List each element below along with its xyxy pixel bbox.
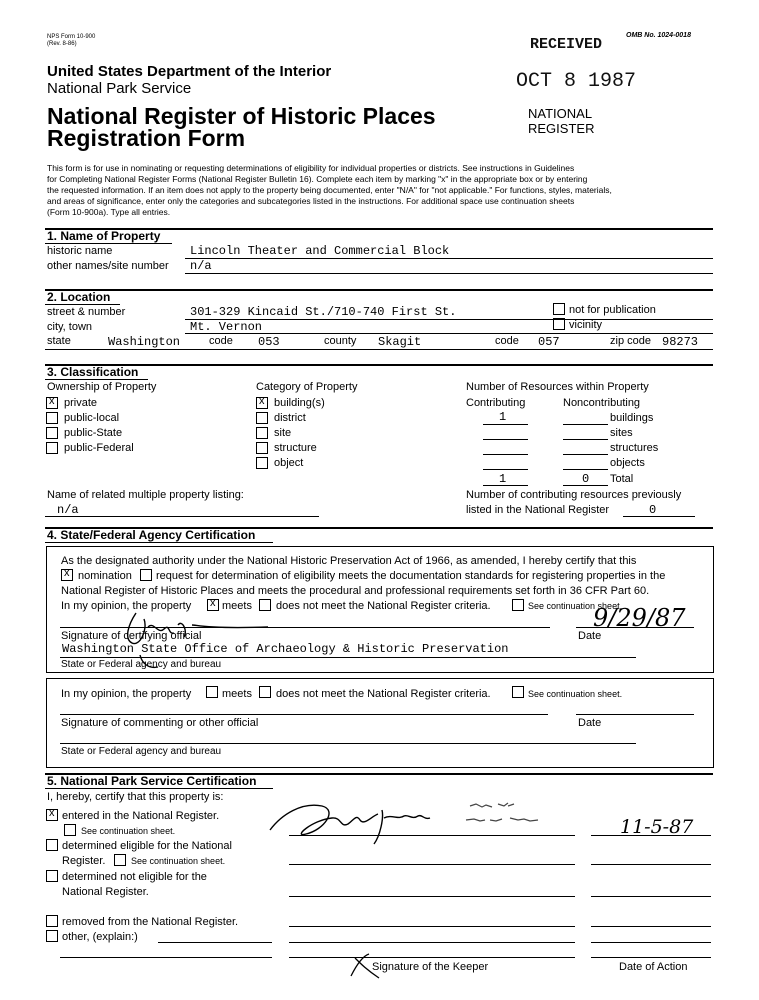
- not-for-publication-checkbox[interactable]: [553, 303, 565, 315]
- previously-listed-label: Number of contributing resources previously: [466, 489, 682, 501]
- category-option: building(s): [274, 397, 325, 409]
- resource-type: objects: [610, 457, 645, 469]
- continuation-checkbox[interactable]: [512, 599, 524, 611]
- resources-title: Number of Resources within Property: [466, 381, 649, 393]
- multiple-listing-label: Name of related multiple property listing:: [47, 489, 244, 501]
- count-underline: [563, 469, 608, 470]
- field-underline: [45, 516, 319, 517]
- count-underline: [483, 424, 528, 425]
- determined-not-eligible-checkbox[interactable]: [46, 870, 58, 882]
- county-value[interactable]: Skagit: [378, 335, 422, 349]
- meets2-label: meets: [222, 688, 252, 700]
- continuation2-checkbox[interactable]: [512, 686, 524, 698]
- county-label: county: [324, 335, 357, 347]
- not-for-publication-label: not for publication: [569, 304, 656, 316]
- form-title-line2: Registration Form: [47, 125, 246, 151]
- other-names-label: other names/site number: [47, 260, 169, 272]
- determined-not-eligible-label2: National Register.: [62, 886, 149, 898]
- divider: [45, 788, 273, 789]
- determined-not-eligible-label: determined not eligible for the: [62, 871, 207, 883]
- field-underline: [623, 516, 695, 517]
- ownership-option: public-local: [64, 412, 120, 424]
- determined-eligible-checkbox[interactable]: [46, 839, 58, 851]
- agency2-label: State or Federal agency and bureau: [61, 746, 222, 757]
- determined-eligible-label2: Register.: [62, 855, 106, 867]
- agency-line: [60, 657, 636, 658]
- section2-heading: 2. Location: [47, 290, 111, 304]
- public-state-checkbox[interactable]: [46, 427, 58, 439]
- date-label: Date: [578, 630, 602, 642]
- count-underline: [563, 424, 608, 425]
- private-checkbox[interactable]: [46, 397, 58, 409]
- city-value[interactable]: Mt. Vernon: [190, 320, 263, 334]
- nps-intro: I, hereby, certify that this property is:: [47, 791, 224, 803]
- ownership-option: public-State: [64, 427, 123, 439]
- keeper-line: [289, 896, 575, 897]
- multiple-listing-value[interactable]: n/a: [57, 503, 79, 517]
- keeper-line: [289, 942, 575, 943]
- agency2-line: [60, 743, 636, 744]
- cert-para-line1: As the designated authority under the National Historic Preservation Act of 1966, as amended, I hereby certify that this: [61, 555, 637, 567]
- divider: [45, 243, 172, 244]
- request-checkbox[interactable]: [140, 569, 152, 581]
- date2-label: Date: [578, 717, 602, 729]
- comment-sig-label: Signature of commenting or other official: [61, 717, 259, 729]
- category-option: site: [274, 427, 292, 439]
- divider: [45, 289, 713, 291]
- keeper-label: Signature of the Keeper: [372, 961, 489, 973]
- vicinity-checkbox[interactable]: [553, 318, 565, 330]
- historic-name-value[interactable]: Lincoln Theater and Commercial Block: [190, 244, 450, 258]
- form-revision: (Rev. 8-86): [47, 41, 77, 47]
- state-label: state: [47, 335, 71, 347]
- category-option: object: [274, 457, 304, 469]
- cert-para-line3: National Register of Historic Places and meets the procedural and professional requirements set forth in 36 CFR Part 60.: [61, 585, 650, 597]
- does-not-meet2-label: does not meet the National Register criteria.: [276, 688, 491, 700]
- resource-type: sites: [610, 427, 633, 439]
- continuation2-label: See continuation sheet.: [528, 689, 623, 699]
- removed-label: removed from the National Register.: [62, 916, 239, 928]
- zip-value[interactable]: 98273: [662, 335, 699, 349]
- section4-heading: 4. State/Federal Agency Certification: [47, 528, 256, 542]
- keeper-line: [289, 835, 575, 836]
- ownership-option: public-Federal: [64, 442, 134, 454]
- keeper-line: [289, 926, 575, 927]
- count-underline: [563, 485, 608, 486]
- instructions: This form is for use in nominating or requesting determinations of eligibility for individual properties or districts. See instructions in Guidelines for Completing National Register Forms (National Register Bulletin 16). Complete each item by marking "x" in the appropriate box or by entering the requested information. If an item does not apply to the property being documented, enter "N/A" for "not applicable." For functions, styles, materials, and areas of significance, enter only the categories and subcategories listed in the instructions. For additional space use continuation sheets (Form 10-900a). Type all entries.: [47, 163, 612, 217]
- buildings-checkbox[interactable]: [256, 397, 268, 409]
- entered-checkbox[interactable]: [46, 809, 58, 821]
- count-underline: [563, 439, 608, 440]
- date-of-action-line: [591, 942, 711, 943]
- previously-listed-value[interactable]: 0: [649, 503, 657, 517]
- cert-para-line2: request for determination of eligibility meets the documentation standards for registering properties in the: [156, 570, 666, 582]
- nomination-label: nomination: [78, 570, 132, 582]
- signature-label: Signature of certifying official: [61, 630, 202, 642]
- does-not-meet-label: does not meet the National Register criteria.: [276, 600, 491, 612]
- other-label: other, (explain:): [62, 931, 138, 943]
- contributing-buildings[interactable]: 1: [499, 410, 507, 424]
- divider: [45, 304, 120, 305]
- count-underline: [483, 454, 528, 455]
- state-value[interactable]: Washington: [108, 335, 181, 349]
- department-name: United States Department of the Interior: [47, 63, 332, 80]
- ownership-option: private: [64, 397, 98, 409]
- category-option: district: [274, 412, 306, 424]
- date-of-action-label: Date of Action: [619, 961, 688, 973]
- noncontributing-header: Noncontributing: [563, 397, 641, 409]
- eligible-continuation-label: See continuation sheet.: [131, 856, 226, 866]
- field-underline: [45, 349, 713, 350]
- opinion-label: In my opinion, the property: [61, 600, 192, 612]
- ownership-title: Ownership of Property: [47, 381, 157, 393]
- eligible-continuation-checkbox[interactable]: [114, 854, 126, 866]
- meets-label: meets: [222, 600, 252, 612]
- other-names-value[interactable]: n/a: [190, 259, 212, 273]
- keeper-line: [289, 957, 575, 958]
- city-label: city, town: [47, 321, 93, 333]
- field-underline: [185, 258, 713, 259]
- count-underline: [563, 454, 608, 455]
- contributing-total[interactable]: 1: [499, 472, 507, 486]
- other-line: [158, 942, 272, 943]
- keeper-line: [289, 864, 575, 865]
- service-name: National Park Service: [47, 80, 192, 97]
- noncontributing-total[interactable]: 0: [582, 472, 590, 486]
- entered-continuation-checkbox[interactable]: [64, 824, 76, 836]
- other-line: [60, 957, 272, 958]
- district-checkbox[interactable]: [256, 412, 268, 424]
- stamp-received: RECEIVED: [530, 36, 603, 53]
- field-underline: [185, 333, 713, 334]
- other-checkbox[interactable]: [46, 930, 58, 942]
- stamp-national: NATIONAL: [528, 106, 593, 121]
- section3-heading: 3. Classification: [47, 365, 139, 379]
- state-code-label: code: [209, 335, 233, 347]
- nps-date-value: 11-5-87: [620, 816, 694, 838]
- date-of-action-line: [591, 926, 711, 927]
- form-title-line1: National Register of Historic Places: [47, 103, 436, 129]
- category-option: structure: [274, 442, 317, 454]
- county-code-label: code: [495, 335, 519, 347]
- date-of-action-line: [591, 864, 711, 865]
- field-underline: [185, 273, 713, 274]
- date-of-action-line: [591, 957, 711, 958]
- zip-label: zip code: [610, 335, 651, 347]
- vicinity-label: vicinity: [569, 319, 603, 331]
- contributing-header: Contributing: [466, 397, 526, 409]
- date-of-action-line: [591, 896, 711, 897]
- entered-continuation-label: See continuation sheet.: [81, 826, 176, 836]
- nomination-checkbox[interactable]: [61, 569, 73, 581]
- resource-type: buildings: [610, 412, 654, 424]
- opinion2-label: In my opinion, the property: [61, 688, 192, 700]
- divider: [45, 364, 713, 366]
- site-checkbox[interactable]: [256, 427, 268, 439]
- count-underline: [483, 439, 528, 440]
- date-of-action-line: [591, 835, 711, 836]
- resource-type: structures: [610, 442, 659, 454]
- continuation-label: See continuation sheet.: [528, 601, 623, 611]
- comment-sig-line: [60, 714, 548, 715]
- historic-name-label: historic name: [47, 245, 113, 257]
- does-not-meet2-checkbox[interactable]: [259, 686, 271, 698]
- category-title: Category of Property: [256, 381, 358, 393]
- street-value[interactable]: 301-329 Kincaid St./710-740 First St.: [190, 305, 457, 319]
- signature-line: [60, 627, 550, 628]
- date2-line: [576, 714, 694, 715]
- resource-type-total: Total: [610, 473, 634, 485]
- section5-heading: 5. National Park Service Certification: [47, 774, 257, 788]
- keeper-signature: [262, 790, 622, 860]
- agency-value[interactable]: Washington State Office of Archaeology & Historic Preservation: [62, 642, 509, 656]
- form-number: NPS Form 10-900: [47, 34, 96, 40]
- stamp-date: OCT 8 1987: [516, 70, 637, 93]
- date-line: [576, 627, 694, 628]
- count-underline: [483, 469, 528, 470]
- omb-number: OMB No. 1024-0018: [626, 32, 691, 39]
- structure-checkbox[interactable]: [256, 442, 268, 454]
- street-label: street & number: [47, 306, 126, 318]
- divider: [45, 379, 148, 380]
- meets2-checkbox[interactable]: [206, 686, 218, 698]
- previously-listed-label2: listed in the National Register: [466, 504, 610, 516]
- divider: [45, 542, 273, 543]
- determined-eligible-label: determined eligible for the National: [62, 840, 232, 852]
- state-code-value[interactable]: 053: [258, 335, 280, 349]
- county-code-value[interactable]: 057: [538, 335, 560, 349]
- agency-label: State or Federal agency and bureau: [61, 659, 222, 670]
- count-underline: [483, 485, 528, 486]
- public-federal-checkbox[interactable]: [46, 442, 58, 454]
- stamp-register: REGISTER: [528, 121, 595, 136]
- removed-checkbox[interactable]: [46, 915, 58, 927]
- section1-heading: 1. Name of Property: [47, 229, 161, 243]
- entered-label: entered in the National Register.: [62, 810, 220, 822]
- public-local-checkbox[interactable]: [46, 412, 58, 424]
- object-checkbox[interactable]: [256, 457, 268, 469]
- field-underline: [185, 319, 713, 320]
- certification-date-value: 9/29/87: [593, 604, 686, 632]
